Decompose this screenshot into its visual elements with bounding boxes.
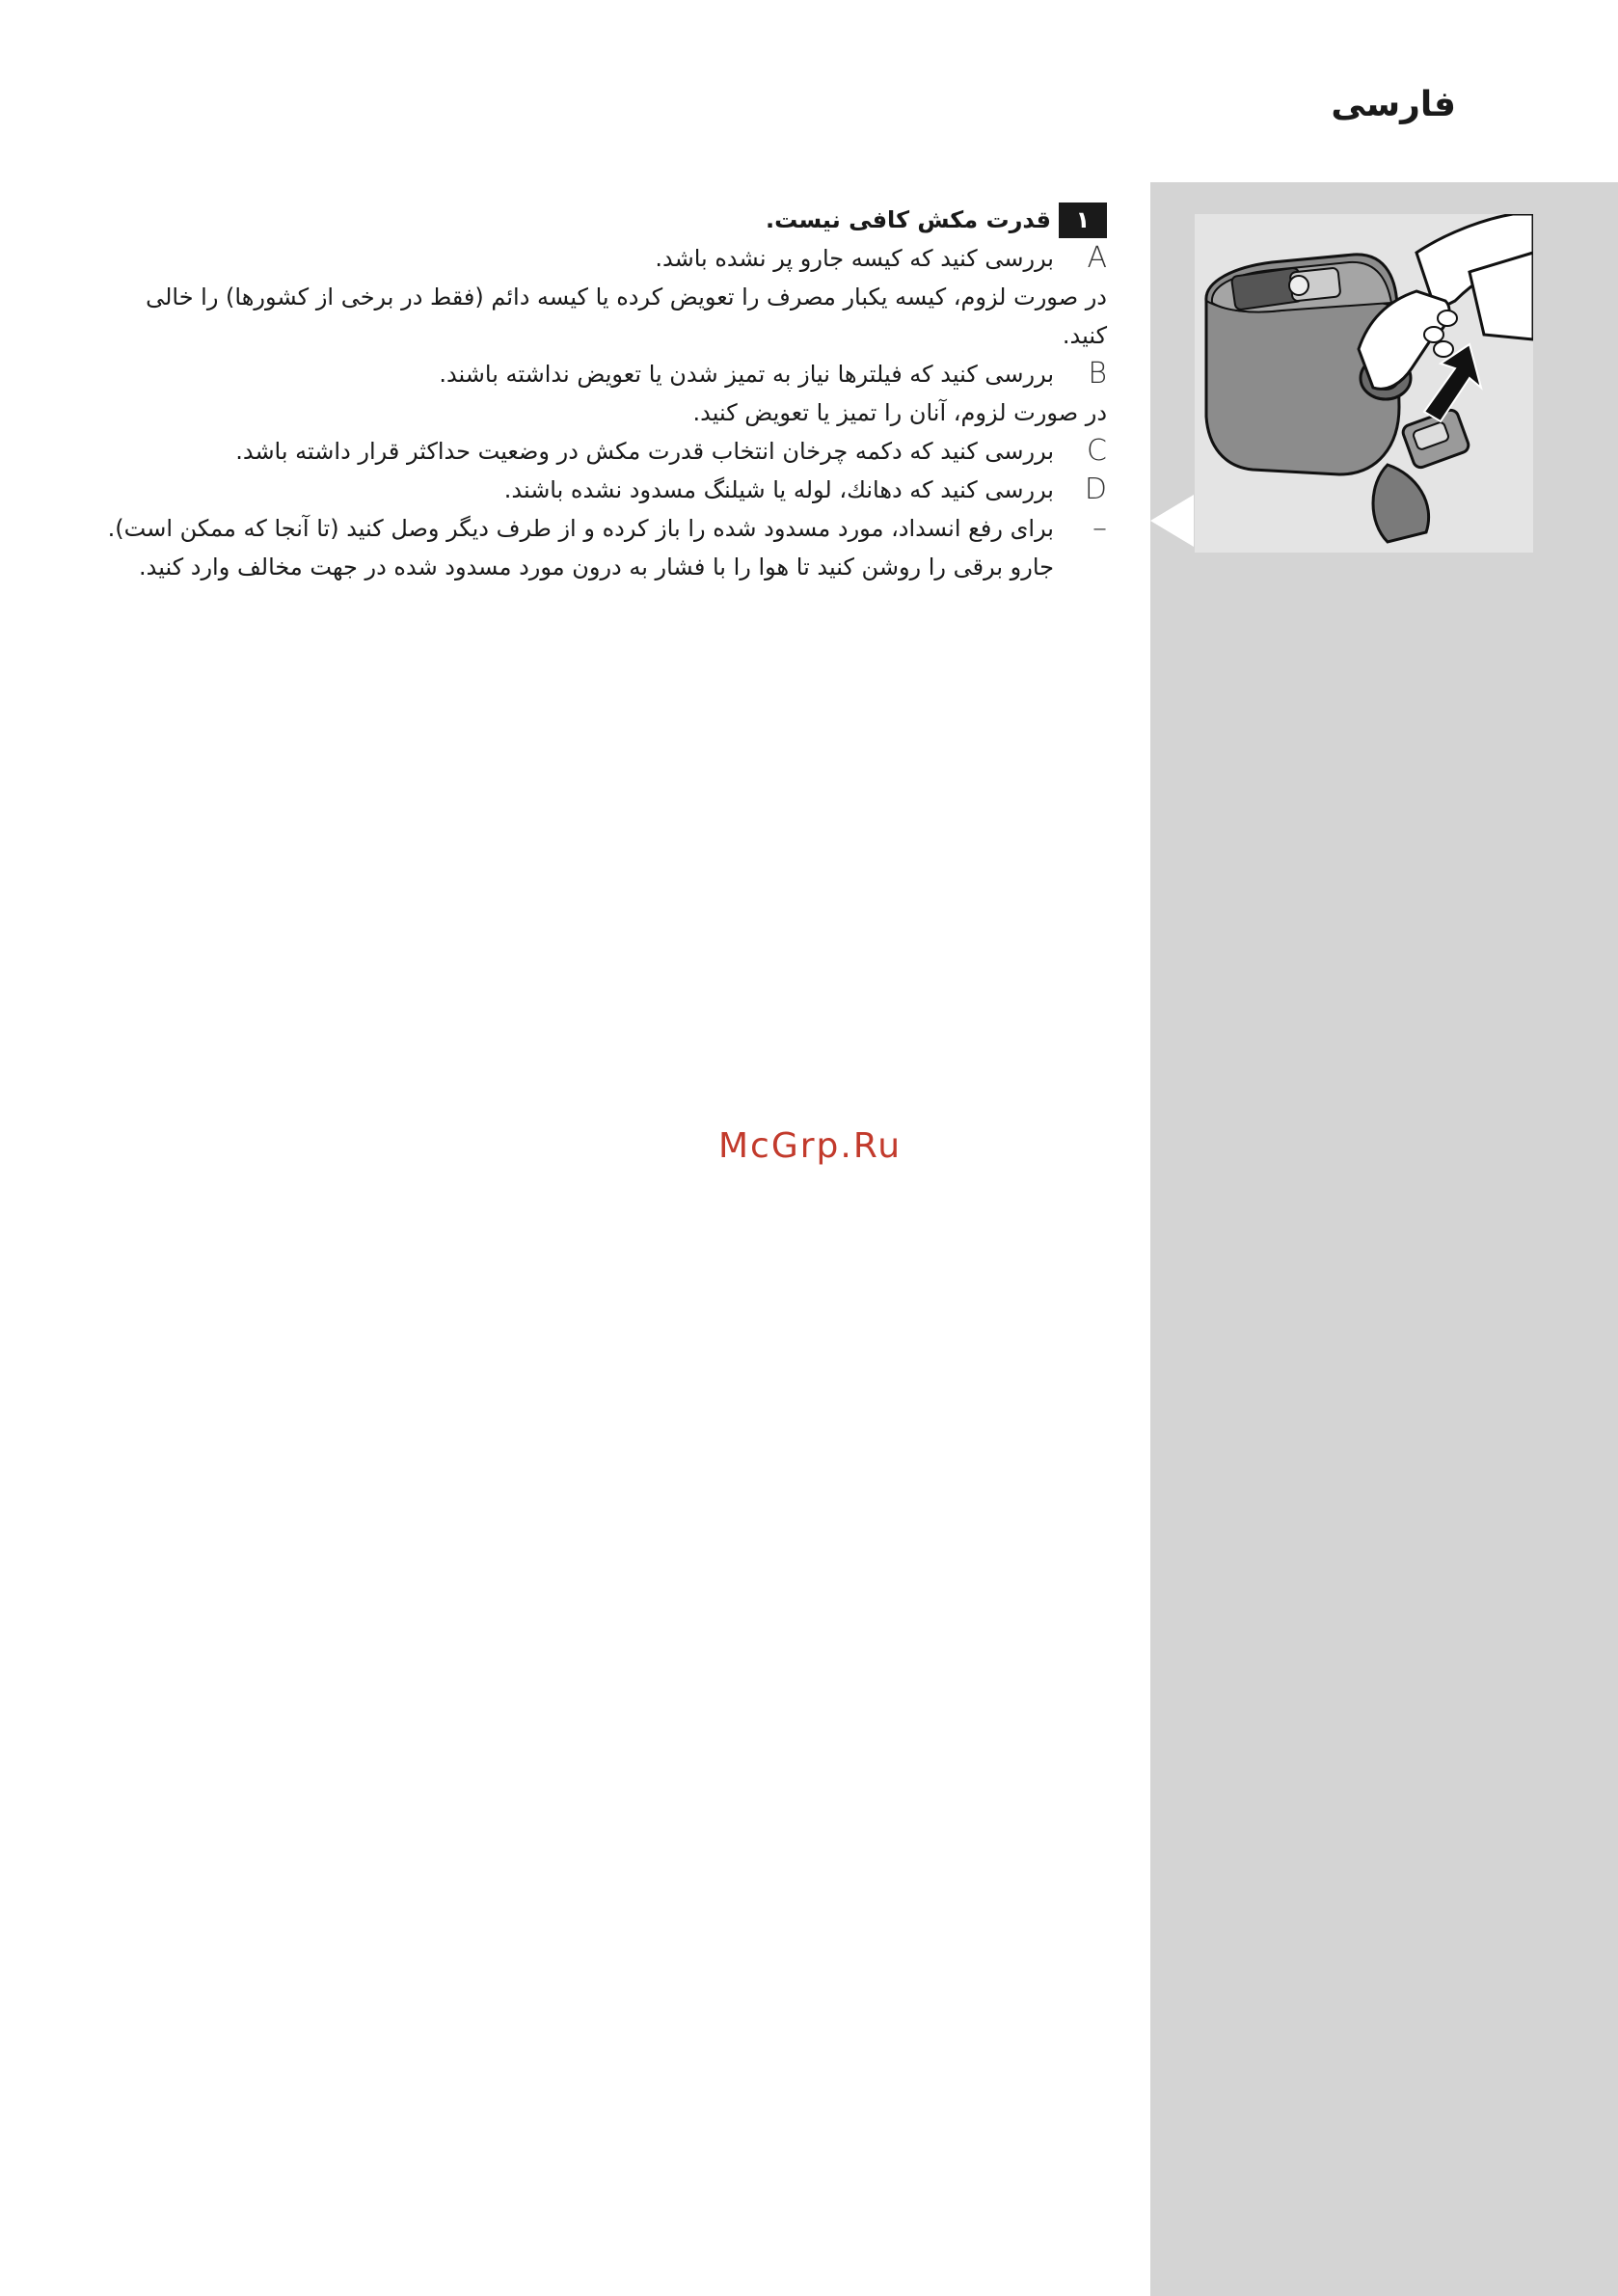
step-b-note: در صورت لزوم، آنان را تمیز یا تعویض کنید. [692, 399, 1107, 426]
step-marker: D [1084, 473, 1107, 506]
step-text: بررسی کنید که دهانك، لوله یا شیلنگ مسدود نشده باشند. [503, 476, 1054, 503]
step-b [96, 355, 1107, 393]
dash-marker: – [1092, 511, 1107, 545]
language-title: فارسی [1331, 85, 1456, 124]
watermark: McGrp.Ru [718, 1126, 903, 1166]
step-a [96, 239, 1107, 278]
vacuum-illustration [1195, 214, 1533, 553]
step-marker: C [1087, 434, 1107, 468]
section-heading [96, 201, 1107, 239]
step-marker: B [1088, 357, 1107, 391]
step-text: بررسی کنید که کیسه جارو پر نشده باشد. [655, 245, 1054, 272]
section-number-badge: ۱ [1059, 203, 1107, 238]
step-text: بررسی کنید که فیلترها نیاز به تمیز شدن یا تعویض نداشته باشند. [439, 361, 1054, 388]
sidebar-pointer [1150, 495, 1194, 547]
step-c [96, 432, 1107, 471]
section-heading-text: قدرت مکش کافی نیست. [765, 206, 1051, 233]
step-dash [96, 509, 1107, 586]
step-text: بررسی کنید که دکمه چرخان انتخاب قدرت مکش در وضعیت حداکثر قرار داشته باشد. [235, 438, 1054, 465]
step-d [96, 471, 1107, 509]
step-text: برای رفع انسداد، مورد مسدود شده را باز کرده و از طرف دیگر وصل کنید (تا آنجا که ممکن است). جارو برقی را روشن کنید تا هوا را با فشار به درون مورد مسدود شده در جهت مخالف وارد کنید. [107, 515, 1054, 581]
step-a-note: در صورت لزوم، کیسه یکبار مصرف را تعویض کرده یا کیسه دائم (فقط در برخی از کشورها) را خالی کنید. [146, 284, 1107, 349]
step-marker: A [1087, 241, 1107, 275]
troubleshooting-section [96, 201, 1107, 586]
vacuum-cleaner-icon [1195, 214, 1533, 553]
